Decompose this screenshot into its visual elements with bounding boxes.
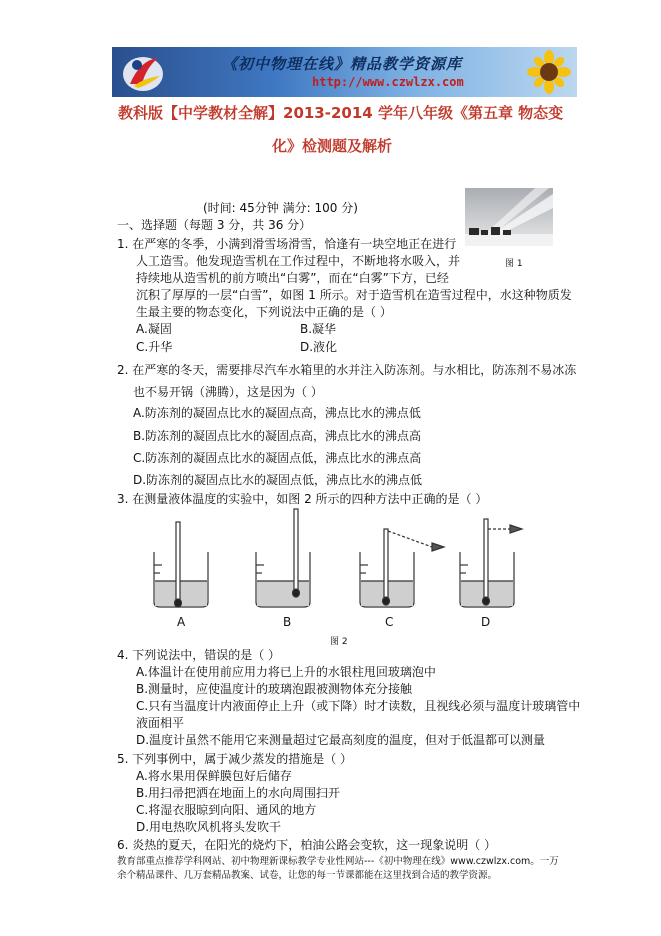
q4-option-b: B.测量时，应使温度计的玻璃泡跟被测物体充分接触 bbox=[136, 682, 413, 696]
q1-line3: 持续地从造雪机的前方喷出“白雾”，而在“白雾”下方，已经 bbox=[136, 271, 449, 285]
q6-line1: 6. 炎热的夏天，在阳光的烧灼下，柏油公路会变软，这一现象说明（ ） bbox=[117, 838, 497, 852]
q2-option-d: D.防冻剂的凝固点比水的凝固点低，沸点比水的沸点低 bbox=[133, 473, 423, 487]
banner-title: 《初中物理在线》精品教学资源库 bbox=[222, 55, 463, 73]
q4-option-c-line2: 液面相平 bbox=[136, 716, 185, 730]
q2-option-c: C.防冻剂的凝固点比水的凝固点低，沸点比水的沸点高 bbox=[133, 451, 422, 465]
site-logo-icon bbox=[120, 50, 166, 94]
thermometer-diagram bbox=[148, 507, 528, 627]
q2-line1: 2. 在严寒的冬天，需要排尽汽车水箱里的水并注入防冻剂。与水相比，防冻剂不易冰冻 bbox=[117, 363, 577, 377]
snow-machine-photo bbox=[465, 188, 553, 246]
q5-option-b: B.用扫帚把洒在地面上的水向周围扫开 bbox=[136, 786, 341, 800]
document-title-line1: 教科版【中学教材全解】2013-2014 学年八年级《第五章 物态变 bbox=[118, 104, 564, 122]
beaker-d bbox=[460, 519, 522, 607]
q1-option-c: C.升华 bbox=[136, 340, 173, 354]
figure1-caption: 图 1 bbox=[505, 259, 523, 269]
q1-line2: 人工造雪。他发现造雪机在工作过程中，不断地将水吸入，并 bbox=[136, 254, 461, 268]
q2-option-a: A.防冻剂的凝固点比水的凝固点高，沸点比水的沸点低 bbox=[133, 406, 421, 420]
q5-option-a: A.将水果用保鲜膜包好后储存 bbox=[136, 769, 292, 783]
q1-option-a: A.凝固 bbox=[136, 322, 172, 336]
exam-meta: (时间: 45分钟 满分: 100 分) bbox=[203, 201, 358, 215]
q4-option-d: D.温度计虽然不能用它来测量超过它最高刻度的温度，但对于低温都可以测量 bbox=[136, 733, 546, 747]
q2-line2: 也不易开锅（沸腾），这是因为（ ） bbox=[133, 385, 323, 399]
q1-option-b: B.凝华 bbox=[300, 322, 337, 336]
beaker-c bbox=[360, 529, 444, 607]
figure2-caption: 图 2 bbox=[330, 637, 348, 647]
q4-option-c-line1: C.只有当温度计内液面停止上升（或下降）时才读数，且视线必须与温度计玻璃管中 bbox=[136, 699, 581, 713]
q1-option-d: D.液化 bbox=[300, 340, 338, 354]
footer-line2: 余个精品课件、几万套精品教案、试卷，让您的每一节课都能在这里找到合适的教学资源。 bbox=[117, 870, 498, 881]
q2-option-b: B.防冻剂的凝固点比水的凝固点高，沸点比水的沸点高 bbox=[133, 429, 422, 443]
figure2-label-c: C bbox=[385, 615, 394, 629]
q5-line1: 5. 下列事例中，属于减少蒸发的措施是（ ） bbox=[117, 752, 353, 766]
q1-line4: 沉积了厚厚的一层“白雪”，如图 1 所示。对于造雪机在造雪过程中，水这种物质发 bbox=[136, 288, 572, 302]
q4-line1: 4. 下列说法中，错误的是（ ） bbox=[117, 648, 281, 662]
banner-url: http://www.czwlzx.com bbox=[312, 75, 464, 89]
figure2-label-b: B bbox=[283, 615, 292, 629]
q5-option-d: D.用电热吹风机将头发吹干 bbox=[136, 820, 282, 834]
document-title-line2: 化》检测题及解析 bbox=[272, 137, 393, 155]
figure2-label-a: A bbox=[177, 615, 186, 629]
q3-line1: 3. 在测量液体温度的实验中，如图 2 所示的四种方法中正确的是（ ） bbox=[117, 492, 488, 506]
sunflower-icon bbox=[527, 50, 571, 94]
beaker-b bbox=[256, 509, 310, 607]
q1-line1: 1. 在严寒的冬季，小满到滑雪场滑雪，恰逢有一块空地正在进行 bbox=[117, 237, 457, 251]
header-banner bbox=[112, 47, 577, 97]
q5-option-c: C.将湿衣服晾到向阳、通风的地方 bbox=[136, 803, 317, 817]
beaker-a bbox=[154, 522, 208, 607]
figure2-label-d: D bbox=[481, 615, 491, 629]
footer-line1: 教育部重点推荐学科网站、初中物理新课标教学专业性网站---《初中物理在线》www.czwlzx.com。一万 bbox=[117, 856, 559, 867]
q4-option-a: A.体温计在使用前应用力将已上升的水银柱甩回玻璃泡中 bbox=[136, 665, 436, 679]
q1-line5: 生最主要的物态变化，下列说法中正确的是（ ） bbox=[136, 305, 392, 319]
section-heading: 一、选择题（每题 3 分，共 36 分） bbox=[117, 218, 312, 232]
